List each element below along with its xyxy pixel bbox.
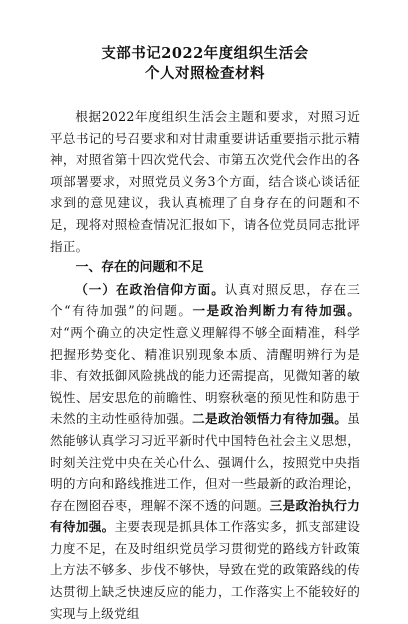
point-one-heading: 一是政治判断力有待加强。 [192,303,361,319]
section-heading: 一、存在的问题和不足 [75,260,204,276]
point-one-text: 对“两个确立的决定性意义理解得不够全面精准，科学把握形势变化、精准识别现象本质、清醒明辨行为是非、有效抵御风险挑战的能力还需提高，见微知著的敏锐性、居安思危的前瞻性、明察秋毫的预见性和防患于未然的主动性亟待加强。 [50,324,360,427]
point-three-heading: 三是政治执行力有待加强。 [50,497,360,535]
document-body [50,106,360,624]
political-belief-paragraph [50,279,360,624]
point-two-heading: 二是政治领悟力有待加强。 [192,411,348,427]
document-title: 支部书记2022年度组织生活会 [101,45,309,62]
intro-paragraph: 根据2022年度组织生活会主题和要求，对照习近平总书记的号召要求和对甘肃重要讲话重要指示批示精神，对照省第十四次党代会、市第五次党代会作出的各项部署要求，对照党员义务3个方面，结合谈心谈话征求到的意见建议，我认真梳理了自身存在的问题和不足，现将对照检查情况汇报如下，请各位党员同志批评指正。 [50,109,360,254]
subsection-heading: （一）在政治信仰方面。 [75,281,225,297]
point-two-text: 虽然能够认真学习习近平新时代中国特色社会主义思想，时刻关注党中央在关心什么、强调什么，按照党中央指明的方向和路线推进工作，但对一些最新的政治理论，存在囫囵吞枣，理解不深不透的问题。 [50,411,360,513]
document-subtitle: 个人对照检查材料 [145,65,265,82]
paragraph-text: 认真对照反思，存在三个“有待加强”的问题。 [50,281,360,319]
point-three-text: 主要表现是抓具体工作落实多，抓支部建设力度不足，在及时组织党员学习贯彻党的路线方针政策上方法不够多、步伐不够快，导致在党的政策路线的传达贯彻上缺乏快速反应的能力，工作落实上不能较好的实现与上级党组 [50,519,360,621]
